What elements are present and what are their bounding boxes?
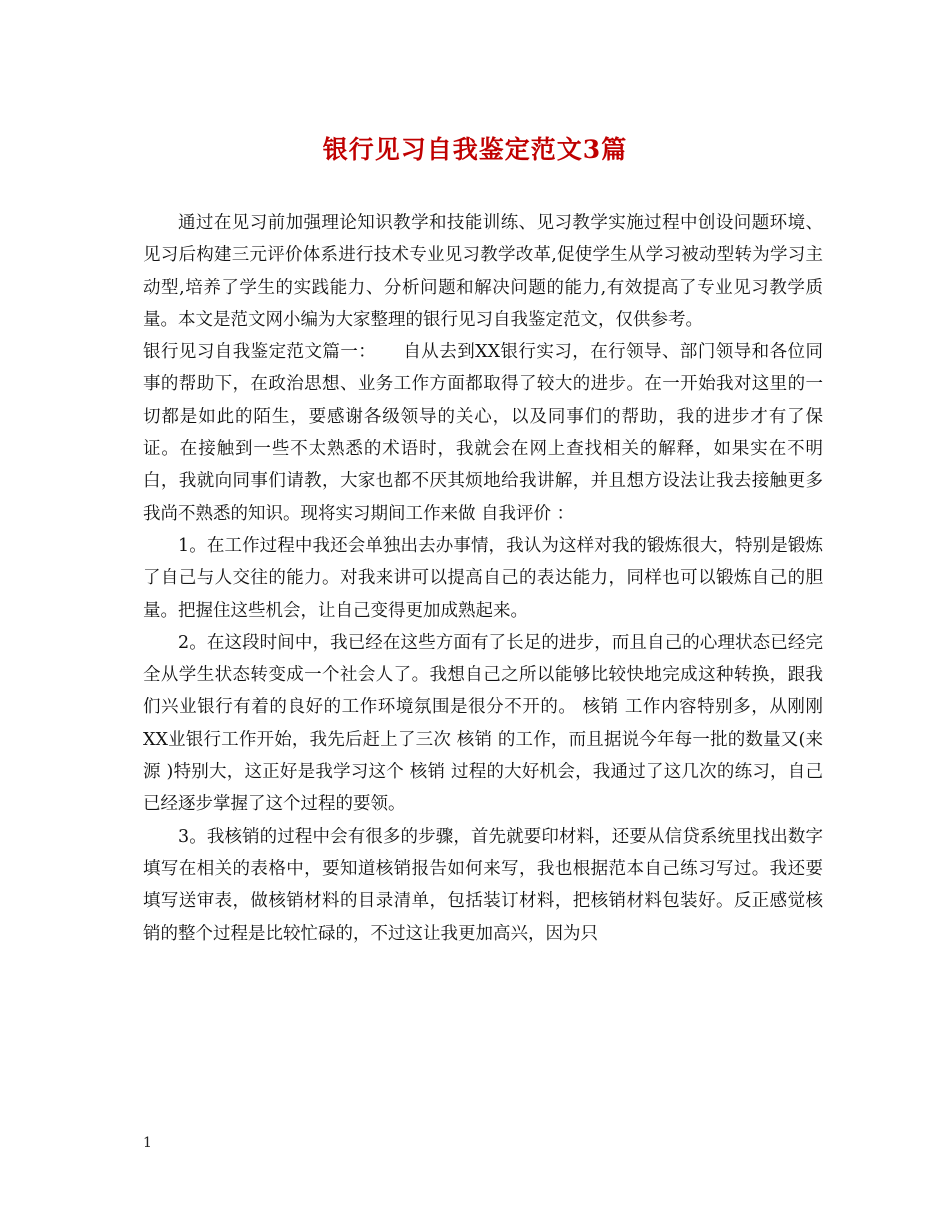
page-title: 银行见习自我鉴定范文3篇: [322, 135, 628, 164]
page-number: 1: [143, 1135, 152, 1151]
point-three-paragraph: 3。我核销的过程中会有很多的步骤，首先就要印材料，还要从信贷系统里找出数字填写在相关的表格中，要知道核销报告如何来写，我也根据范本自己练习写过。我还要填写送审表，做核销材料的目录清单，包括装订材料，把核销材料包装好。反正感觉核销的整个过程是比较忙碌的，不过这让我更加高兴，因为只: [143, 826, 823, 944]
document-body: [143, 207, 823, 950]
point-two-paragraph: 2。在这段时间中，我已经在这些方面有了长足的进步，而且自己的心理状态已经完全从学生状态转变成一个社会人了。我想自己之所以能够比较快地完成这种转换，跟我们兴业银行有着的良好的工作环境氛围是很分不开的。 核销 工作内容特别多，从刚刚XX业银行工作开始，我先后赶上了三次 核销 的工作，而且据说今年每一批的数量又(来源 )特别大，这正好是我学习这个 核销 过程的大好机会，我通过了这几次的练习，自己已经逐步掌握了这个过程的要领。: [143, 632, 823, 815]
intro-paragraph: 通过在见习前加强理论知识教学和技能训练、见习教学实施过程中创设问题环境、见习后构建三元评价体系进行技术专业见习教学改革,促使学生从学习被动型转为学习主动型,培养了学生的实践能力、分析问题和解决问题的能力,有效提高了专业见习教学质量。本文是范文网小编为大家整理的银行见习自我鉴定范文，仅供参考。: [143, 213, 823, 330]
point-one-paragraph: 1。在工作过程中我还会单独出去办事情，我认为这样对我的锻炼很大，特别是锻炼了自己与人交往的能力。对我来讲可以提高自己的表达能力，同样也可以锻炼自己的胆量。把握住这些机会，让自己变得更加成熟起来。: [143, 535, 823, 621]
section-one-paragraph: 银行见习自我鉴定范文篇一： 自从去到XX银行实习，在行领导、部门领导和各位同事的帮助下，在政治思想、业务工作方面都取得了较大的进步。在一开始我对这里的一切都是如此的陌生，要感谢各级领导的关心，以及同事们的帮助，我的进步才有了保证。在接触到一些不太熟悉的术语时，我就会在网上查找相关的解释，如果实在不明白，我就向同事们请教，大家也都不厌其烦地给我讲解，并且想方设法让我去接触更多我尚不熟悉的知识。现将实习期间工作来做 自我评价 ：: [143, 342, 823, 524]
